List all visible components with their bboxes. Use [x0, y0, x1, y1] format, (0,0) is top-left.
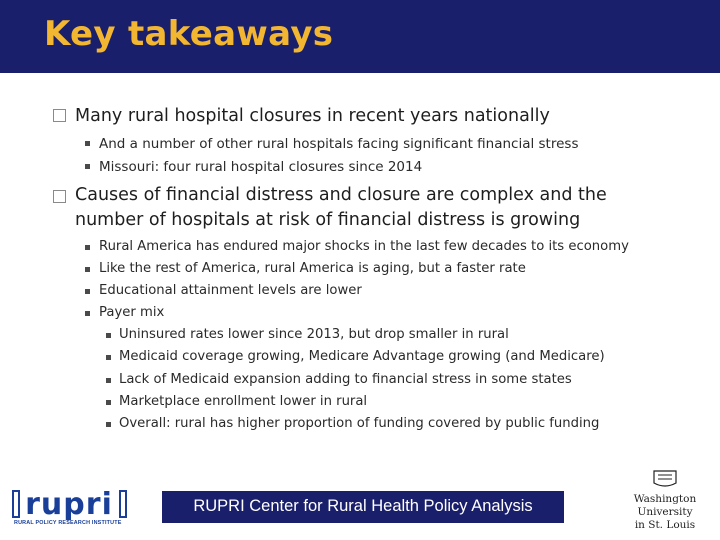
- washu-shield-icon: [630, 469, 700, 535]
- footer-center-text: RUPRI Center for Rural Health Policy Analysis: [193, 497, 533, 515]
- washu-line-3: in St. Louis: [634, 519, 696, 531]
- bullet-1-text: Many rural hospital closures in recent years nationally: [75, 106, 550, 126]
- checkbox-bullet-icon: [53, 109, 66, 122]
- square-bullet-icon: [85, 289, 90, 294]
- square-bullet-icon: [106, 333, 111, 338]
- bullet-2-text-line2: number of hospitals at risk of financial distress is growing: [75, 210, 581, 230]
- square-bullet-icon: [85, 164, 90, 169]
- payer-mix-item-1: Uninsured rates lower since 2013, but drop smaller in rural: [119, 327, 509, 342]
- checkbox-bullet-icon: [53, 190, 66, 203]
- rupri-logo: [12, 488, 127, 530]
- washu-logo: [630, 469, 700, 535]
- title-bar: [0, 0, 720, 73]
- square-bullet-icon: [85, 141, 90, 146]
- bullet-2-sub-3: Educational attainment levels are lower: [99, 283, 362, 298]
- washu-line-2: University: [637, 506, 693, 518]
- slide-title: Key takeaways: [44, 14, 334, 54]
- payer-mix-item-5: Overall: rural has higher proportion of funding covered by public funding: [119, 416, 600, 431]
- square-bullet-icon: [106, 355, 111, 360]
- bullet-2-text-line1: Causes of financial distress and closure are complex and the: [75, 185, 607, 205]
- square-bullet-icon: [85, 267, 90, 272]
- washu-line-1: Washington: [633, 493, 697, 505]
- bullet-1-sub-1: And a number of other rural hospitals facing significant financial stress: [99, 136, 579, 152]
- footer-banner: [162, 491, 564, 523]
- bullet-1-sub-2: Missouri: four rural hospital closures since 2014: [99, 159, 423, 175]
- rupri-wordmark: rupri: [25, 488, 113, 520]
- bullet-2-sub-1: Rural America has endured major shocks in the last few decades to its economy: [99, 239, 629, 254]
- payer-mix-item-3: Lack of Medicaid expansion adding to financial stress in some states: [119, 372, 572, 387]
- payer-mix-item-4: Marketplace enrollment lower in rural: [119, 394, 368, 409]
- bullet-2-sub-4: Payer mix: [99, 305, 165, 320]
- square-bullet-icon: [85, 245, 90, 250]
- rupri-logo-subtext: RURAL POLICY RESEARCH INSTITUTE: [14, 520, 122, 526]
- rupri-logo-mark: [12, 488, 127, 520]
- square-bullet-icon: [85, 311, 90, 316]
- square-bullet-icon: [106, 400, 111, 405]
- bullet-2-sub-2: Like the rest of America, rural America is aging, but a faster rate: [99, 261, 526, 276]
- square-bullet-icon: [106, 422, 111, 427]
- payer-mix-item-2: Medicaid coverage growing, Medicare Advantage growing (and Medicare): [119, 349, 605, 364]
- square-bullet-icon: [106, 378, 111, 383]
